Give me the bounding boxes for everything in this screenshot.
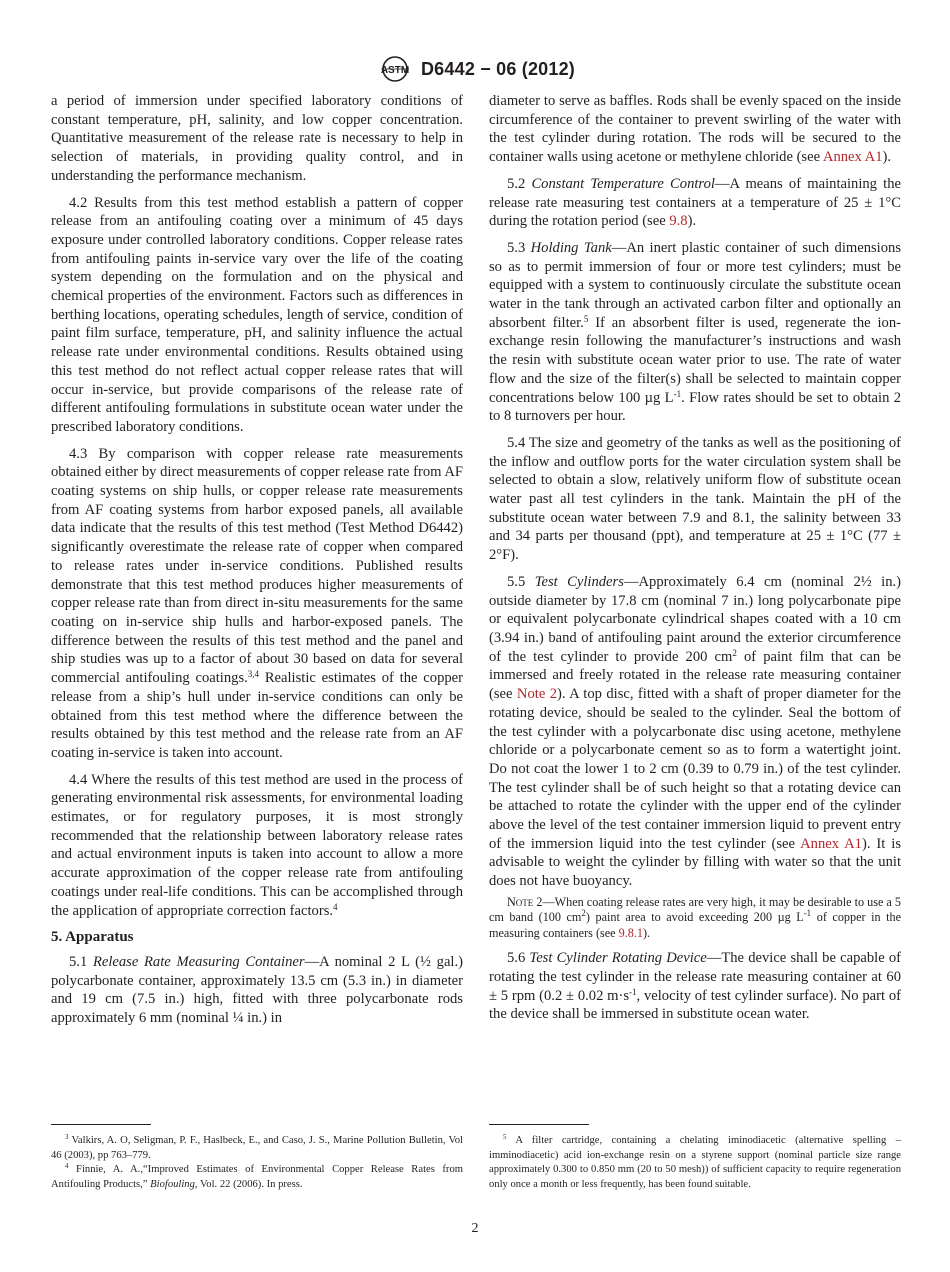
paragraph-5-3: 5.3 Holding Tank—An inert plastic container of such dimensions so as to permit immersion of four or more test cylinders; must be equipped with a system to continuously circulate the substitute ocean water in the tank through an activated carbon filter and optionally an absorbent filter.$^5$ If an absorbent filter is used, regenerate the ion-exchange resin following the manufacturer’s instructions and wash the resin with substitute ocean water prior to use. The rate of water flow and the size of the filter(s) shall be selected to maintain copper concentrations below 100 µg $L^{-1}$. Flow rates should be set to obtain 2 to 8 turnovers per hour.	[489, 239, 902, 425]
page-header	[0, 54, 950, 84]
svg-text:ASTM: ASTM	[380, 65, 410, 76]
astm-logo-icon	[375, 54, 415, 84]
link-section-9-8[interactable]: 9.8	[669, 213, 688, 230]
document-designation: D6442 − 06 (2012)	[420, 58, 575, 79]
paragraph-4-2: 4.2 Results from this test method establish a pattern of copper release from an antifouling coating over a minimum of 45 days exposure under controlled laboratory conditions. Copper release rates from antifouling paints in-service vary over the life of the coating system depending on the formulation and on the physical and chemical properties of the environment. Factors such as differences in berthing locations, operating schedules, length of service, condition of paint film surface, temperature, pH, and salinity influence the actual release rate under environmental conditions. Results obtained using this test method do not reflect actual copper release rates that will occur in-service, but provide comparisons of the release rate of different antifouling formulations in substitute ocean water under the prescribed laboratory conditions.	[51, 194, 463, 435]
footnote-ref-3-4[interactable]: 3,4	[247, 669, 260, 680]
footnotes-left	[51, 1134, 463, 1192]
note-2: Note 2—When coating release rates are very high, it may be desirable to use a 5 cm band (100 $cm^2$) paint area to avoid exceeding 200 µg $L^{-1}$ of copper in the measuring containers (see 9.8.1).	[489, 894, 901, 940]
page-number: 2	[471, 1221, 479, 1236]
paragraph-5-1: 5.1 Release Rate Measuring Container—A nominal 2 L (½ gal.) polycarbonate container, approximately 13.5 cm (5.3 in.) in diameter and 19 cm (7.5 in.) high, fitted with three polycarbonate rods approximately 6 mm (nominal ¼ in.) in	[51, 953, 463, 1027]
paragraph-4-4: 4.4 Where the results of this test method are used in the process of generating environmental risk assessments, for environmental loading estimates, or for regulatory purposes, it is most strongly recommended that the relationship between laboratory release rates and actual environment inputs is taken into account to allow a more accurate approximation of the copper release rate from antifouling coatings under real-life conditions. This can be accomplished through the application of appropriate correction factors.$^4$	[51, 771, 463, 919]
footnote-4: $^4$ Finnie, A. A.,“Improved Estimates of Environmental Copper Release Rates from Antifouling Products,” Biofouling, Vol. 22 (2006). In press.	[51, 1162, 463, 1190]
right-column	[489, 92, 901, 1032]
footnote-divider	[489, 1124, 589, 1125]
term-release-rate-container: Release Rate Measuring Container	[92, 953, 305, 970]
link-annex-a1[interactable]: Annex A1	[822, 149, 883, 166]
footnote-5: $^5$ A filter cartridge, containing a chelating iminodiacetic (alternative spelling – imminodiacetic) acid ion-exchange resin on a styrene support (nominal particle size range approximately 0.300 to 0.850 mm (20 to 50 mesh)) of sufficient capacity to require regeneration only once a month or less frequently, has been found suitable.	[489, 1133, 901, 1190]
footnote-ref-4[interactable]: 4	[333, 901, 338, 912]
paragraph-5-5: 5.5 Test Cylinders—Approximately 6.4 cm (nominal 2½ in.) outside diameter by 17.8 cm (nominal 7 in.) long polycarbonate pipe or equivalent polycarbonate cylindrical shapes coated with a 10 cm (3.94 in.) band of antifouling paint around the exterior circumference of the test cylinder to provide 200 $cm^2$ of paint film that can be immersed and freely rotated in the release rate measuring container (see Note 2). A top disc, fitted with a shaft of proper diameter for the rotating device, should be sealed to the cylinder. Seal the bottom of the test cylinder with a polycarbonate disc using acetone, methylene chloride or a polycarbonate cement so as to form a watertight joint. Do not coat the lower 1 to 2 cm (0.39 to 0.79 in.) of the test cylinder. The test cylinder shall be of such height so that a rotating device can be attached to rotate the cylinder with the upper end of the cylinder above the level of the test container immersion liquid to prevent entry of the immersion liquid into the test cylinder (see Annex A1). It is advisable to weight the cylinder by filling with water so that the unit does not have buoyancy.	[489, 573, 901, 890]
footnote-ref-5[interactable]: 5	[583, 313, 589, 324]
link-section-9-8-1[interactable]: 9.8.1	[618, 925, 643, 940]
term-rotating-device: Test Cylinder Rotating Device	[529, 950, 707, 967]
term-temperature-control: Constant Temperature Control	[531, 175, 715, 192]
link-note-2[interactable]: Note 2	[516, 686, 558, 703]
link-annex-a1[interactable]: Annex A1	[800, 835, 862, 852]
footnote-3: $^3$ Valkirs, A. O, Seligman, P. F., Haslbeck, E., and Caso, J. S., Marine Pollution Bulletin, Vol 46 (2003), pp 763–779.	[51, 1133, 463, 1161]
paragraph-4-3: 4.3 By comparison with copper release rate measurements obtained either by direct measurements of copper release rate from AF coating systems on ship hulls, or copper release rate measurements from AF coating systems from harbor exposed panels, all available data indicate that the results of this test method (Test Method D6442) significantly overestimate the release rate of copper when compared to release rates under in-service conditions. Published results demonstrate that this test method produces higher measurements of copper release rate than from direct in-situ measurements for the same coating on in-service ship hulls and harbor-exposed panels. The difference between the results of this test method and the panel and ship studies was up to a factor of about 30 based on data for several commercial antifouling coatings.$^{3,4}$ Realistic estimates of the copper release from a ship’s hull under in-service conditions can only be obtained from this test method where the difference between the results obtained by this test method and the release rate from an AF coating in-service is taken into account.	[51, 445, 464, 761]
paragraph-4-1-continued: a period of immersion under specified laboratory conditions of constant temperature, pH, salinity, and low copper concentration. Quantitative measurement of the release rate is necessary to help in selection of materials, in providing quality control, and in understanding the performance mechanism.	[51, 93, 463, 184]
paragraph-5-2: 5.2 Constant Temperature Control—A means of maintaining the release rate measuring test containers at a temperature of 25 ± 1°C during the rotation period (see 9.8).	[489, 175, 902, 230]
footnotes-right	[489, 1134, 901, 1192]
paragraph-5-1-continued: diameter to serve as baffles. Rods shall be evenly spaced on the inside circumference of the container to prevent swirling of the water with the test cylinder during rotation. The rods will be secured to the container walls using acetone or methylene chloride (see Annex A1).	[489, 93, 901, 166]
section-5-heading: 5. Apparatus	[51, 929, 134, 946]
paragraph-5-6: 5.6 Test Cylinder Rotating Device—The device shall be capable of rotating the test cylinder in the release rate measuring container at 60 ± 5 rpm (0.2 ± 0.02 $m\cdot s^{-1}$, velocity of test cylinder surface). No part of the device shall be immersed in substitute ocean water.	[489, 950, 902, 1023]
term-test-cylinders: Test Cylinders	[534, 573, 624, 590]
paragraph-5-4: 5.4 The size and geometry of the tanks as well as the positioning of the inflow and outflow ports for the water circulation system shall be selected to obtain a slow, relatively uniform flow of substitute ocean water past all test cylinders in the tank. Maintain the pH of the substitute ocean water between 7.9 and 8.1, the salinity between 33 and 34 parts per thousand (ppt), and temperature at 25 ± 1°C (77 ± 2°F).	[489, 434, 901, 564]
left-column	[51, 92, 463, 1036]
term-holding-tank: Holding Tank	[530, 239, 612, 256]
footnote-divider	[51, 1124, 151, 1125]
